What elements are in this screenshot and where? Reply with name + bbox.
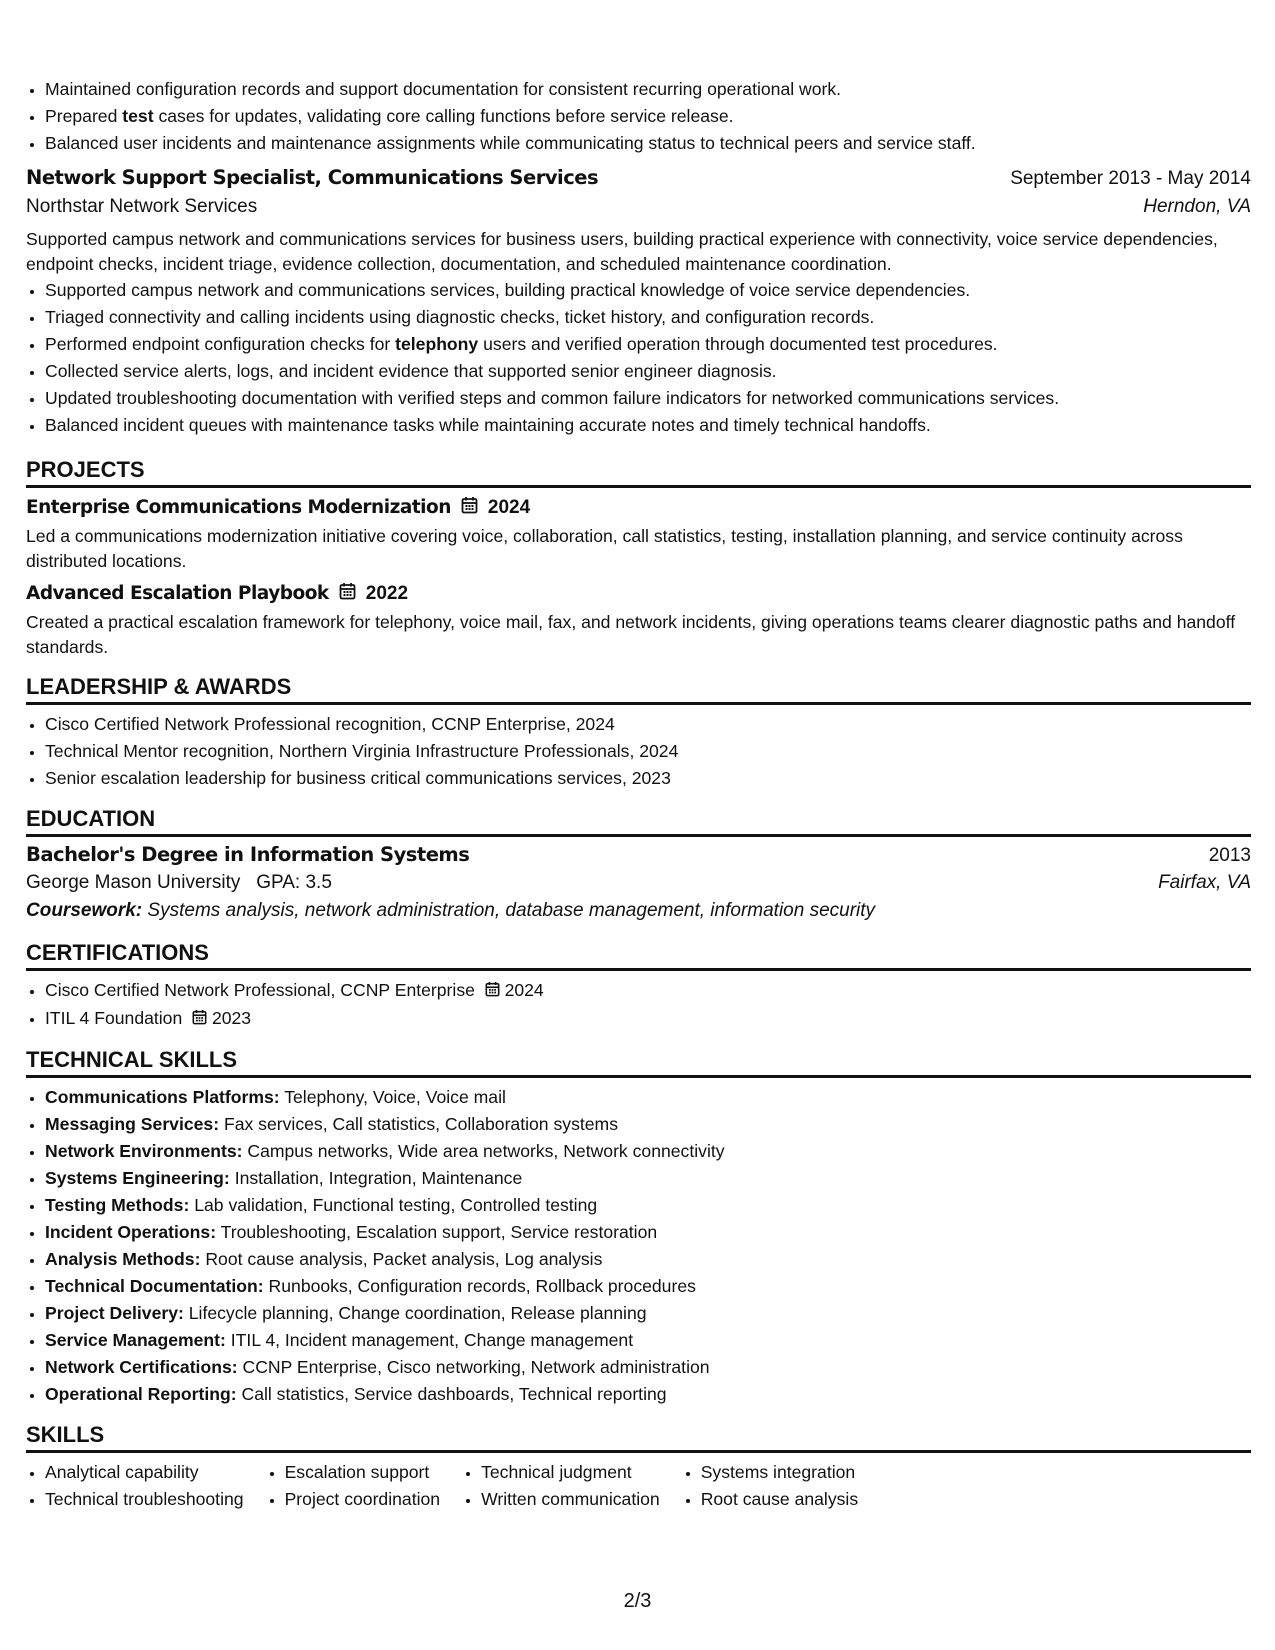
list-item: • Root cause analysis: [701, 1486, 858, 1513]
skills-column: [462, 1459, 660, 1513]
list-item: • Technical judgment: [481, 1459, 660, 1486]
list-item: • Systems Engineering: Installation, Integration, Maintenance: [45, 1165, 1251, 1192]
bullet-item: • Balanced incident queues with maintenance tasks while maintaining accurate notes and timely technical handoffs.: [45, 412, 1251, 439]
experience-bullets-continued: [26, 76, 1251, 157]
skills-column: [26, 1459, 244, 1513]
section-heading-leadership: LEADERSHIP & AWARDS: [26, 674, 1251, 705]
list-item: • Analytical capability: [45, 1459, 244, 1486]
section-heading-education: EDUCATION: [26, 806, 1251, 837]
list-item: • Systems integration: [701, 1459, 858, 1486]
list-item: • Network Certifications: CCNP Enterprise, Cisco networking, Network administration: [45, 1354, 1251, 1381]
project-name: Advanced Escalation Playbook: [26, 583, 329, 604]
list-item: • Technical Mentor recognition, Northern Virginia Infrastructure Professionals, 2024: [45, 738, 1251, 765]
project-entry: [26, 496, 1251, 574]
job-summary: Supported campus network and communications services for business users, building practical experience with connectivity, voice service dependencies, endpoint checks, incident triage, evidence collection, documentation, and scheduled maintenance coordination.: [26, 229, 1218, 274]
graduation-year: 2013: [1208, 845, 1251, 866]
list-item: • Escalation support: [285, 1459, 441, 1486]
project-name: Enterprise Communications Modernization: [26, 497, 451, 518]
coursework: Coursework: Systems analysis, network administration, database management, information security: [26, 900, 876, 921]
school-location: Fairfax, VA: [1158, 872, 1251, 893]
list-item: • Incident Operations: Troubleshooting, Escalation support, Service restoration: [45, 1219, 1251, 1246]
job-dates: September 2013 - May 2014: [1010, 168, 1251, 189]
bullet-item: • Supported campus network and communications services, building practical knowledge of voice service dependencies.: [45, 277, 1251, 304]
page-number: 2/3: [623, 1590, 652, 1612]
list-item: • Testing Methods: Lab validation, Functional testing, Controlled testing: [45, 1192, 1251, 1219]
project-year: 2022: [365, 582, 409, 604]
degree: Bachelor's Degree in Information Systems: [26, 843, 470, 866]
list-item: • Project Delivery: Lifecycle planning, Change coordination, Release planning: [45, 1300, 1251, 1327]
list-item: • Cisco Certified Network Professional recognition, CCNP Enterprise, 2024: [45, 711, 1251, 738]
calendar-icon: [485, 978, 500, 1005]
section-heading-certifications: CERTIFICATIONS: [26, 940, 1251, 971]
list-item: • Technical troubleshooting: [45, 1486, 244, 1513]
job-bullets: [26, 277, 1251, 439]
leadership-list: [26, 711, 1251, 792]
list-item: • Messaging Services: Fax services, Call statistics, Collaboration systems: [45, 1111, 1251, 1138]
calendar-icon: [339, 582, 356, 605]
list-item: • Service Management: ITIL 4, Incident management, Change management: [45, 1327, 1251, 1354]
project-entry: [26, 582, 1251, 660]
list-item: • Cisco Certified Network Professional, CCNP Enterprise 2024: [45, 977, 1251, 1005]
list-item: • Written communication: [481, 1486, 660, 1513]
bullet-item: • Collected service alerts, logs, and incident evidence that supported senior engineer diagnosis.: [45, 358, 1251, 385]
calendar-icon: [192, 1006, 207, 1033]
list-item: • Communications Platforms: Telephony, Voice, Voice mail: [45, 1084, 1251, 1111]
project-description: Led a communications modernization initiative covering voice, collaboration, call statistics, testing, installation planning, and service continuity across distributed locations.: [26, 526, 1183, 571]
resume-page: [26, 76, 1251, 1513]
job-location: Herndon, VA: [1143, 196, 1251, 217]
skills-column: [682, 1459, 858, 1513]
list-item: • Analysis Methods: Root cause analysis, Packet analysis, Log analysis: [45, 1246, 1251, 1273]
project-description: Created a practical escalation framework for telephony, voice mail, fax, and network incidents, giving operations teams clearer diagnostic paths and handoff standards.: [26, 612, 1236, 657]
certifications-list: [26, 977, 1251, 1033]
calendar-icon: [461, 496, 478, 519]
job-company: Northstar Network Services: [26, 196, 258, 217]
list-item: • Operational Reporting: Call statistics, Service dashboards, Technical reporting: [45, 1381, 1251, 1408]
bullet-item: • Performed endpoint configuration checks for telephony users and verified operation through documented test procedures.: [45, 331, 1251, 358]
list-item: • Senior escalation leadership for business critical communications services, 2023: [45, 765, 1251, 792]
bullet-item: • Triaged connectivity and calling incidents using diagnostic checks, ticket history, and configuration records.: [45, 304, 1251, 331]
skills-grid: [26, 1459, 1251, 1513]
list-item: • Network Environments: Campus networks, Wide area networks, Network connectivity: [45, 1138, 1251, 1165]
skills-column: [266, 1459, 441, 1513]
bullet-item: • Balanced user incidents and maintenance assignments while communicating status to technical peers and service staff.: [45, 130, 1251, 157]
section-heading-skills: SKILLS: [26, 1422, 1251, 1453]
job-entry: [26, 166, 1251, 439]
list-item: • ITIL 4 Foundation 2023: [45, 1005, 1251, 1033]
bullet-item: • Prepared test cases for updates, validating core calling functions before service release.: [45, 103, 1251, 130]
section-heading-technical-skills: TECHNICAL SKILLS: [26, 1047, 1251, 1078]
project-year: 2024: [487, 496, 531, 518]
list-item: • Project coordination: [285, 1486, 441, 1513]
bullet-item: • Updated troubleshooting documentation with verified steps and common failure indicators for networked communications services.: [45, 385, 1251, 412]
school: George Mason University: [26, 872, 241, 893]
section-heading-projects: PROJECTS: [26, 457, 1251, 488]
bullet-item: • Maintained configuration records and support documentation for consistent recurring operational work.: [45, 76, 1251, 103]
technical-skills-list: [26, 1084, 1251, 1408]
job-title: Network Support Specialist, Communications Services: [26, 166, 599, 189]
education-entry: [26, 843, 1251, 922]
list-item: • Technical Documentation: Runbooks, Configuration records, Rollback procedures: [45, 1273, 1251, 1300]
gpa: GPA: 3.5: [256, 872, 332, 893]
